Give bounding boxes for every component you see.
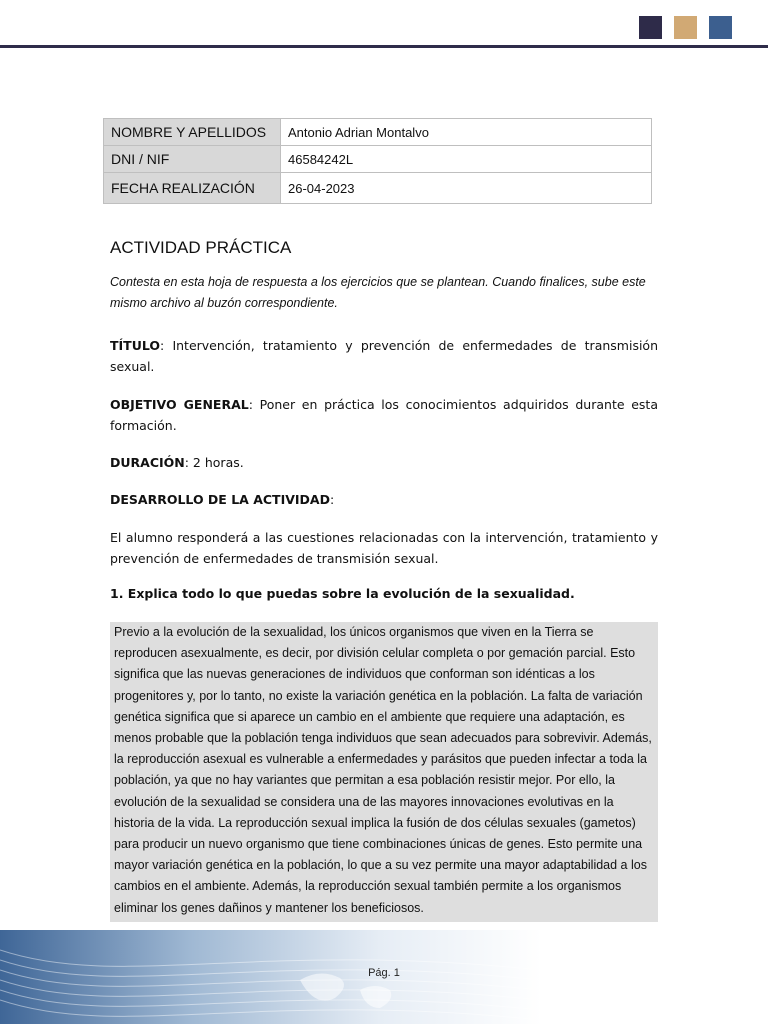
titulo-paragraph [110, 335, 658, 377]
date-value: 26-04-2023 [281, 173, 652, 204]
desarrollo-text: : [329, 492, 335, 507]
titulo-text: : Intervención, tratamiento y prevención de enfermedades de transmisión sexual. [110, 338, 658, 374]
dni-value: 46584242L [281, 146, 652, 173]
objetivo-label: OBJETIVO GENERAL [110, 397, 249, 412]
color-square-gold [674, 16, 697, 39]
question-1: 1. Explica todo lo que puedas sobre la evolución de la sexualidad. [110, 586, 575, 601]
table-row [104, 146, 652, 173]
dni-label: DNI / NIF [104, 146, 281, 173]
activity-title: ACTIVIDAD PRÁCTICA [110, 238, 292, 257]
answer-1: Previo a la evolución de la sexualidad, los únicos organismos que viven en la Tierra se reproducen asexualmente, es decir, por división celular completa o por gemación parcial. Esto significa que las nuevas generaciones de individuos que conforman son idénticas a los progenitores y, por lo tanto, no existe la variación genética en la población. La falta de variación genética significa que si aparece un cambio en el ambiente que requiere una adaptación, es menos probable que la población tenga individuos que sean adecuados para sobrevivir. Además, la reproducción asexual es vulnerable a enfermedades y parásitos que pueden infectar a toda la población, ya que no hay variantes que permitan a esa población resistir mejor. Por ello, la evolución de la sexualidad se considera una de las mayores innovaciones evolutivas en la historia de la vida. La reproducción sexual implica la fusión de dos células sexuales (gametos) para producir un nuevo organismo que tiene combinaciones únicas de genes. Esto permite una mayor variación genética en la población, lo que a su vez permite una mayor adaptabilidad a los cambios en el ambiente. Además, la reproducción sexual también permite a los organismos eliminar los genes dañinos y mantener los beneficiosos. [110, 622, 658, 922]
activity-intro: Contesta en esta hoja de respuesta a los ejercicios que se plantean. Cuando finalices, sube este mismo archivo al buzón correspondiente. [110, 275, 646, 310]
table-row [104, 119, 652, 146]
duracion-paragraph [110, 452, 658, 473]
objetivo-text: : Poner en práctica los conocimientos adquiridos durante esta formación. [110, 397, 658, 433]
activity-description: El alumno responderá a las cuestiones relacionadas con la intervención, tratamiento y prevención de enfermedades de transmisión sexual. [110, 530, 658, 566]
color-square-dark [639, 16, 662, 39]
name-value: Antonio Adrian Montalvo [281, 119, 652, 146]
duracion-text: : 2 horas. [184, 455, 244, 470]
student-info-table [103, 118, 652, 204]
desarrollo-label: DESARROLLO DE LA ACTIVIDAD [110, 492, 330, 507]
table-row [104, 173, 652, 204]
desarrollo-paragraph [110, 489, 658, 510]
objetivo-paragraph [110, 394, 658, 436]
color-square-blue [709, 16, 732, 39]
header-rule [0, 45, 768, 48]
titulo-label: TÍTULO [110, 338, 160, 353]
page-number: Pág. 1 [368, 967, 400, 979]
duracion-label: DURACIÓN [110, 455, 185, 470]
header-color-squares [639, 16, 732, 39]
name-label: NOMBRE Y APELLIDOS [104, 119, 281, 146]
date-label: FECHA REALIZACIÓN [104, 173, 281, 204]
